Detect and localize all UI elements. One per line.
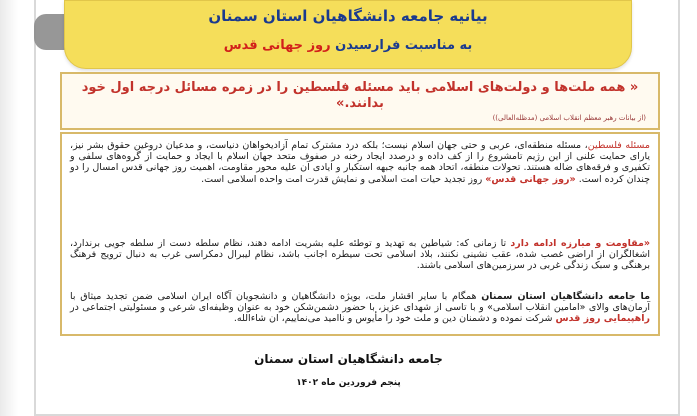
subtitle-prefix: به مناسبت فرارسیدن [335,38,473,53]
quote-box [60,72,660,130]
body-paragraph-3 [62,291,658,325]
p2-text: تا زمانی که: شیاطین به تهدید و توطئه علیه بشریت ادامه دهند، نظام سلطه دست از سلطه جویی برندارد، اشغالگران از اراضی غصب شده، عقب نشینی نکنند، بلاد اسلامی تحت سیطره اجانب باشد، نظام لیبرال دمکراسی غرب به دنبال ترویج فرهنگ برهنگی و سبک زندگی غربی در سرزمین‌های اسلامی باشند. [70,238,650,272]
subtitle-highlight: روز جهانی قدس [223,38,331,53]
p3-lead: ما جامعه دانشگاهیان استان سمنان [481,291,650,302]
p1-highlight-2: «روز جهانی قدس» [485,173,576,185]
quote-source: (از بیانات رهبر معظم انقلاب اسلامی (مدظله‌العالی)) [492,114,646,122]
statement-body-box [60,132,660,336]
p1-highlight: مسئله فلسطین [587,140,650,151]
p3-tail: شرکت نموده و دشمنان دین و ملت خود را مأیوس و ناامید می‌نماییم، ان شاءالله. [233,313,553,325]
p2-highlight: «مقاومت و مبارزه ادامه دارد [510,238,651,249]
page-title: بیانیه جامعه دانشگاهیان استان سمنان [208,7,488,25]
page-subtitle [65,38,631,53]
quote-text: « همه ملت‌ها و دولت‌های اسلامی باید مسئله فلسطین را در زمره مسائل درجه اول خود بدانند.» [81,80,639,111]
p3-text: همگام با سایر اقشار ملت، بویژه دانشگاهیان و دانشجویان آگاه ایران اسلامی ضمن تجدید میثاق با آرمان‌های والای «امامین انقلاب اسلامی» و با تاسی از شهدای عزیز، با حضور دشمن‌شکن خود به عنوان وظیفه‌ای شرعی و مسئولیتی اجتماعی در [70,291,650,314]
signature-date: پنجم فروردین ماه ۱۴۰۲ [296,378,401,388]
p1-text: ، مسئله منطقه‌ای، عربی و حتی جهان اسلام نیست؛ بلکه درد مشترک تمام آزادیخواهان دنیاست، و مدعیان دروغین حقوق بشر نیز، یارای حمایت علنی از این رژیم تامشروع را از کف داده و درصدد ایجاد رخنه در صفوف متحد جهان اسلام با ایجاد و حمایت از گروه‌های سلفی و تکفیری و فرقه‌های ضاله هستند. تحولات منطقه، اتحاد همه جانبه جبهه استکبار و ایادی آن علیه محور مقاومت، اهمیت روز جهانی قدس امسال را دو چندان کرده است. [70,140,650,185]
title-banner [64,0,632,69]
body-paragraph-2 [62,238,658,272]
p3-highlight: راهپیمایی روز قدس [555,313,650,325]
p1-tail: روز تجدید حیات امت اسلامی و نمایش قدرت امت واحده اسلامی است. [201,173,483,185]
body-paragraph-1 [62,140,658,185]
signature-name: جامعه دانشگاهیان استان سمنان [254,352,443,366]
